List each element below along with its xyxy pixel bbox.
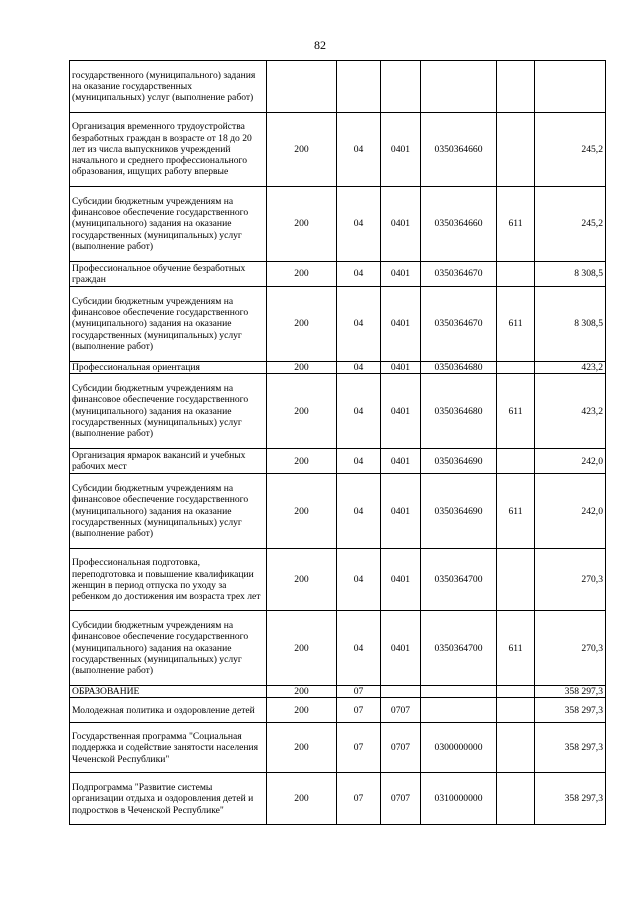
row-vedom-cell	[267, 61, 337, 113]
row-name-cell: Организация временного трудоустройства безработных граждан в возрасте от 18 до 20 лет из числа выпускников учреждений начального и среднего профессионального образования, ищущих работу впервые	[70, 113, 267, 187]
table-row	[70, 374, 606, 449]
row-name-cell: Субсидии бюджетным учреждениям на финансовое обеспечение государственного (муниципального) задания на оказание государственных (муниципальных) услуг (выполнение работ)	[70, 474, 267, 549]
row-target-article-cell	[421, 698, 497, 723]
row-razdel-cell: 04	[337, 262, 381, 287]
row-sum-cell	[535, 61, 606, 113]
row-podrazdel-cell: 0401	[381, 362, 421, 374]
row-name-cell: Профессиональное обучение безработных граждан	[70, 262, 267, 287]
budget-table-body	[70, 61, 606, 825]
row-sum-cell: 245,2	[535, 187, 606, 262]
budget-table	[69, 60, 606, 825]
row-sum-cell: 242,0	[535, 449, 606, 474]
row-vedom-cell: 200	[267, 549, 337, 611]
row-expense-type-cell: 611	[497, 287, 535, 362]
row-razdel-cell: 07	[337, 698, 381, 723]
row-sum-cell: 242,0	[535, 474, 606, 549]
row-name-cell: Государственная программа "Социальная поддержка и содействие занятости населения Чеченской Республики"	[70, 723, 267, 773]
row-expense-type-cell	[497, 362, 535, 374]
row-vedom-cell: 200	[267, 449, 337, 474]
table-row	[70, 262, 606, 287]
row-expense-type-cell	[497, 262, 535, 287]
table-row	[70, 187, 606, 262]
row-vedom-cell: 200	[267, 474, 337, 549]
row-expense-type-cell	[497, 773, 535, 825]
row-name-cell: государственного (муниципального) задания на оказание государственных (муниципальных) услуг (выполнение работ)	[70, 61, 267, 113]
row-podrazdel-cell: 0401	[381, 611, 421, 686]
row-target-article-cell: 0350364660	[421, 187, 497, 262]
row-name-cell: Молодежная политика и оздоровление детей	[70, 698, 267, 723]
row-podrazdel-cell: 0401	[381, 262, 421, 287]
row-name-cell: Субсидии бюджетным учреждениям на финансовое обеспечение государственного (муниципального) задания на оказание государственных (муниципальных) услуг (выполнение работ)	[70, 187, 267, 262]
row-target-article-cell: 0350364670	[421, 287, 497, 362]
table-row	[70, 113, 606, 187]
row-expense-type-cell	[497, 723, 535, 773]
row-sum-cell: 245,2	[535, 113, 606, 187]
row-sum-cell: 358 297,3	[535, 698, 606, 723]
row-vedom-cell: 200	[267, 113, 337, 187]
table-row	[70, 723, 606, 773]
row-expense-type-cell: 611	[497, 374, 535, 449]
row-target-article-cell: 0350364690	[421, 449, 497, 474]
row-vedom-cell: 200	[267, 187, 337, 262]
row-target-article-cell: 0350364670	[421, 262, 497, 287]
row-name-cell: Профессиональная подготовка, переподготовка и повышение квалификации женщин в период отпуска по уходу за ребенком до достижения им возраста трех лет	[70, 549, 267, 611]
row-podrazdel-cell: 0401	[381, 449, 421, 474]
row-razdel-cell: 04	[337, 549, 381, 611]
row-target-article-cell: 0350364700	[421, 549, 497, 611]
row-expense-type-cell: 611	[497, 187, 535, 262]
table-row	[70, 611, 606, 686]
table-row	[70, 474, 606, 549]
row-podrazdel-cell: 0401	[381, 474, 421, 549]
row-target-article-cell	[421, 61, 497, 113]
row-razdel-cell: 04	[337, 611, 381, 686]
row-podrazdel-cell: 0401	[381, 187, 421, 262]
row-name-cell: Субсидии бюджетным учреждениям на финансовое обеспечение государственного (муниципального) задания на оказание государственных (муниципальных) услуг (выполнение работ)	[70, 611, 267, 686]
row-vedom-cell: 200	[267, 262, 337, 287]
row-podrazdel-cell: 0707	[381, 698, 421, 723]
row-razdel-cell: 04	[337, 113, 381, 187]
row-podrazdel-cell	[381, 686, 421, 698]
row-vedom-cell: 200	[267, 287, 337, 362]
row-name-cell: Субсидии бюджетным учреждениям на финансовое обеспечение государственного (муниципального) задания на оказание государственных (муниципальных) услуг (выполнение работ)	[70, 287, 267, 362]
page-number: 82	[314, 38, 326, 52]
row-target-article-cell: 0350364680	[421, 362, 497, 374]
row-sum-cell: 8 308,5	[535, 262, 606, 287]
row-expense-type-cell	[497, 549, 535, 611]
row-expense-type-cell	[497, 686, 535, 698]
table-row	[70, 549, 606, 611]
row-target-article-cell: 0350364700	[421, 611, 497, 686]
row-podrazdel-cell: 0401	[381, 113, 421, 187]
table-row	[70, 362, 606, 374]
row-podrazdel-cell: 0401	[381, 374, 421, 449]
row-sum-cell: 358 297,3	[535, 686, 606, 698]
row-name-cell: Организация ярмарок вакансий и учебных рабочих мест	[70, 449, 267, 474]
row-sum-cell: 270,3	[535, 549, 606, 611]
row-expense-type-cell: 611	[497, 611, 535, 686]
row-target-article-cell: 0300000000	[421, 723, 497, 773]
row-razdel-cell: 07	[337, 686, 381, 698]
table-row	[70, 698, 606, 723]
row-sum-cell: 358 297,3	[535, 723, 606, 773]
row-razdel-cell: 04	[337, 362, 381, 374]
row-expense-type-cell	[497, 61, 535, 113]
table-row	[70, 686, 606, 698]
row-podrazdel-cell: 0401	[381, 287, 421, 362]
row-expense-type-cell	[497, 449, 535, 474]
row-target-article-cell: 0350364680	[421, 374, 497, 449]
row-sum-cell: 423,2	[535, 362, 606, 374]
row-expense-type-cell	[497, 113, 535, 187]
row-target-article-cell: 0350364660	[421, 113, 497, 187]
row-vedom-cell: 200	[267, 723, 337, 773]
row-razdel-cell: 04	[337, 474, 381, 549]
table-row	[70, 61, 606, 113]
row-expense-type-cell: 611	[497, 474, 535, 549]
table-row	[70, 773, 606, 825]
row-podrazdel-cell	[381, 61, 421, 113]
table-row	[70, 449, 606, 474]
row-name-cell: ОБРАЗОВАНИЕ	[70, 686, 267, 698]
row-target-article-cell: 0350364690	[421, 474, 497, 549]
row-name-cell: Профессиональная ориентация	[70, 362, 267, 374]
row-podrazdel-cell: 0707	[381, 723, 421, 773]
row-sum-cell: 358 297,3	[535, 773, 606, 825]
row-sum-cell: 423,2	[535, 374, 606, 449]
row-podrazdel-cell: 0401	[381, 549, 421, 611]
row-podrazdel-cell: 0707	[381, 773, 421, 825]
row-sum-cell: 8 308,5	[535, 287, 606, 362]
row-razdel-cell: 04	[337, 287, 381, 362]
row-vedom-cell: 200	[267, 773, 337, 825]
row-vedom-cell: 200	[267, 698, 337, 723]
row-razdel-cell	[337, 61, 381, 113]
row-name-cell: Субсидии бюджетным учреждениям на финансовое обеспечение государственного (муниципального) задания на оказание государственных (муниципальных) услуг (выполнение работ)	[70, 374, 267, 449]
row-razdel-cell: 07	[337, 773, 381, 825]
row-expense-type-cell	[497, 698, 535, 723]
row-razdel-cell: 07	[337, 723, 381, 773]
row-razdel-cell: 04	[337, 449, 381, 474]
row-vedom-cell: 200	[267, 611, 337, 686]
row-sum-cell: 270,3	[535, 611, 606, 686]
row-vedom-cell: 200	[267, 374, 337, 449]
row-vedom-cell: 200	[267, 686, 337, 698]
row-target-article-cell	[421, 686, 497, 698]
row-vedom-cell: 200	[267, 362, 337, 374]
row-target-article-cell: 0310000000	[421, 773, 497, 825]
row-name-cell: Подпрограмма "Развитие системы организации отдыха и оздоровления детей и подростков в Чеченской Республике"	[70, 773, 267, 825]
row-razdel-cell: 04	[337, 374, 381, 449]
table-row	[70, 287, 606, 362]
row-razdel-cell: 04	[337, 187, 381, 262]
